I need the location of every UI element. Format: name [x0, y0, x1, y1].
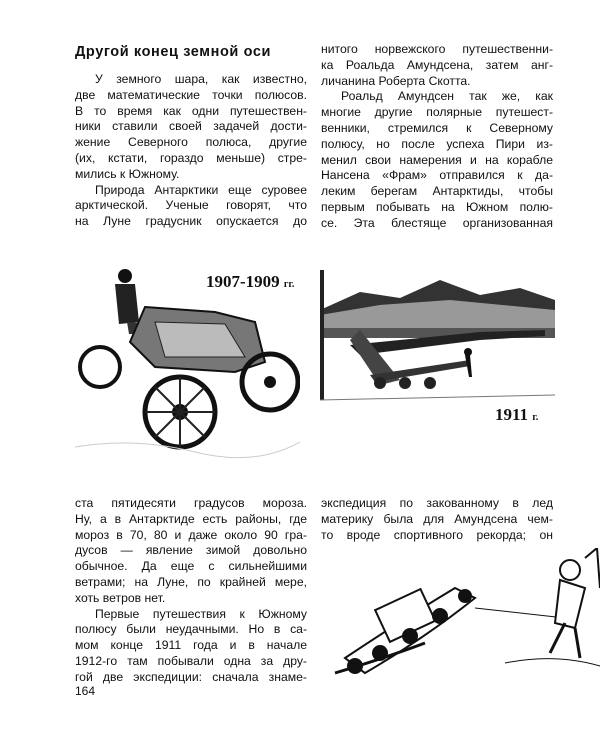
text-left-bottom [75, 496, 307, 686]
text-line: Нансена «Фрам» отправился к да- [321, 168, 553, 183]
text-line: экспедиция по закованному в лед [321, 496, 553, 510]
text-line: дусов — явление зимой довольно [75, 543, 307, 558]
text-line: ники ставили своей задачей дости- [75, 119, 307, 134]
text-line: обычное. Да еще с сильнейшими [75, 559, 307, 574]
text-line: полюсу, но после успеха Пири из- [321, 136, 553, 151]
text-line: мороз в 70, 80 и даже около 90 гра- [75, 527, 307, 542]
text-line: се. Эта блестяще организованная [321, 215, 553, 230]
text-line: на Луне градусник опускается до [75, 214, 307, 229]
text-line: нитого норвежского путешественни- [321, 42, 553, 56]
car-caption [206, 272, 294, 292]
caption-suffix: гг. [283, 279, 295, 290]
text-line: Природа Антарктики еще суровее [95, 182, 307, 197]
text-line: многие другие полярные путешест- [321, 105, 553, 120]
text-line: мом конце 1911 года и в начале [75, 638, 307, 653]
text-right-top [321, 42, 553, 232]
text-line: хоть ветров нет. [75, 590, 166, 605]
snow-vehicle-drawing [325, 548, 600, 683]
text-line: ветрами; на Луне, по крайней мере, [75, 574, 307, 589]
caption-suffix: г. [532, 412, 539, 423]
plane-caption [495, 405, 538, 425]
text-line: две математические точки полюсов. [75, 87, 307, 102]
text-line: арктической. Ученые говорят, что [75, 198, 307, 213]
text-line: У земного шара, как известно, [95, 72, 307, 86]
caption-year: 1911 [495, 405, 529, 424]
text-line: то вроде спортивного рекорда; он [321, 527, 553, 542]
text-line: Ну, а в Антарктиде есть районы, где [75, 511, 307, 526]
page-number: 164 [75, 684, 96, 698]
chapter-title: Другой конец земной оси [75, 44, 272, 60]
text-line: (их, кстати, гораздо меньше) стре- [75, 150, 307, 165]
text-line: Роальд Амундсен так же, как [341, 89, 553, 104]
text-line: личанина Роберта Скотта. [321, 73, 471, 88]
text-line: гой две экспедиции: сначала знаме- [75, 669, 307, 684]
caption-year: 1907-1909 [206, 272, 280, 291]
text-line: жение Северного полюса, другие [75, 135, 307, 150]
text-line: 1912-го там побывали одна за дру- [75, 653, 307, 668]
text-line: венники, стремился к Северному [321, 120, 553, 135]
motor-car-photo [75, 262, 300, 462]
text-line: мились к Южному. [75, 166, 180, 181]
text-line: материку была для Амундсена чем- [321, 511, 553, 526]
text-line: В то время как одни путешествен- [75, 103, 307, 118]
text-right-bottom [321, 496, 553, 543]
text-line: менил свои намерения и на корабле [321, 152, 553, 167]
text-line: ста пятидесяти градусов мороза. [75, 496, 307, 510]
text-line: первым побывать на Южном полю- [321, 199, 553, 214]
text-line: леким берегам Антарктиды, чтобы [321, 184, 553, 199]
text-line: ка Роальда Амундсена, затем анг- [321, 57, 553, 72]
text-line: полюсу были неудачными. Но в са- [75, 622, 307, 637]
text-line: Первые путешествия к Южному [95, 606, 307, 621]
text-left-top [75, 72, 307, 230]
